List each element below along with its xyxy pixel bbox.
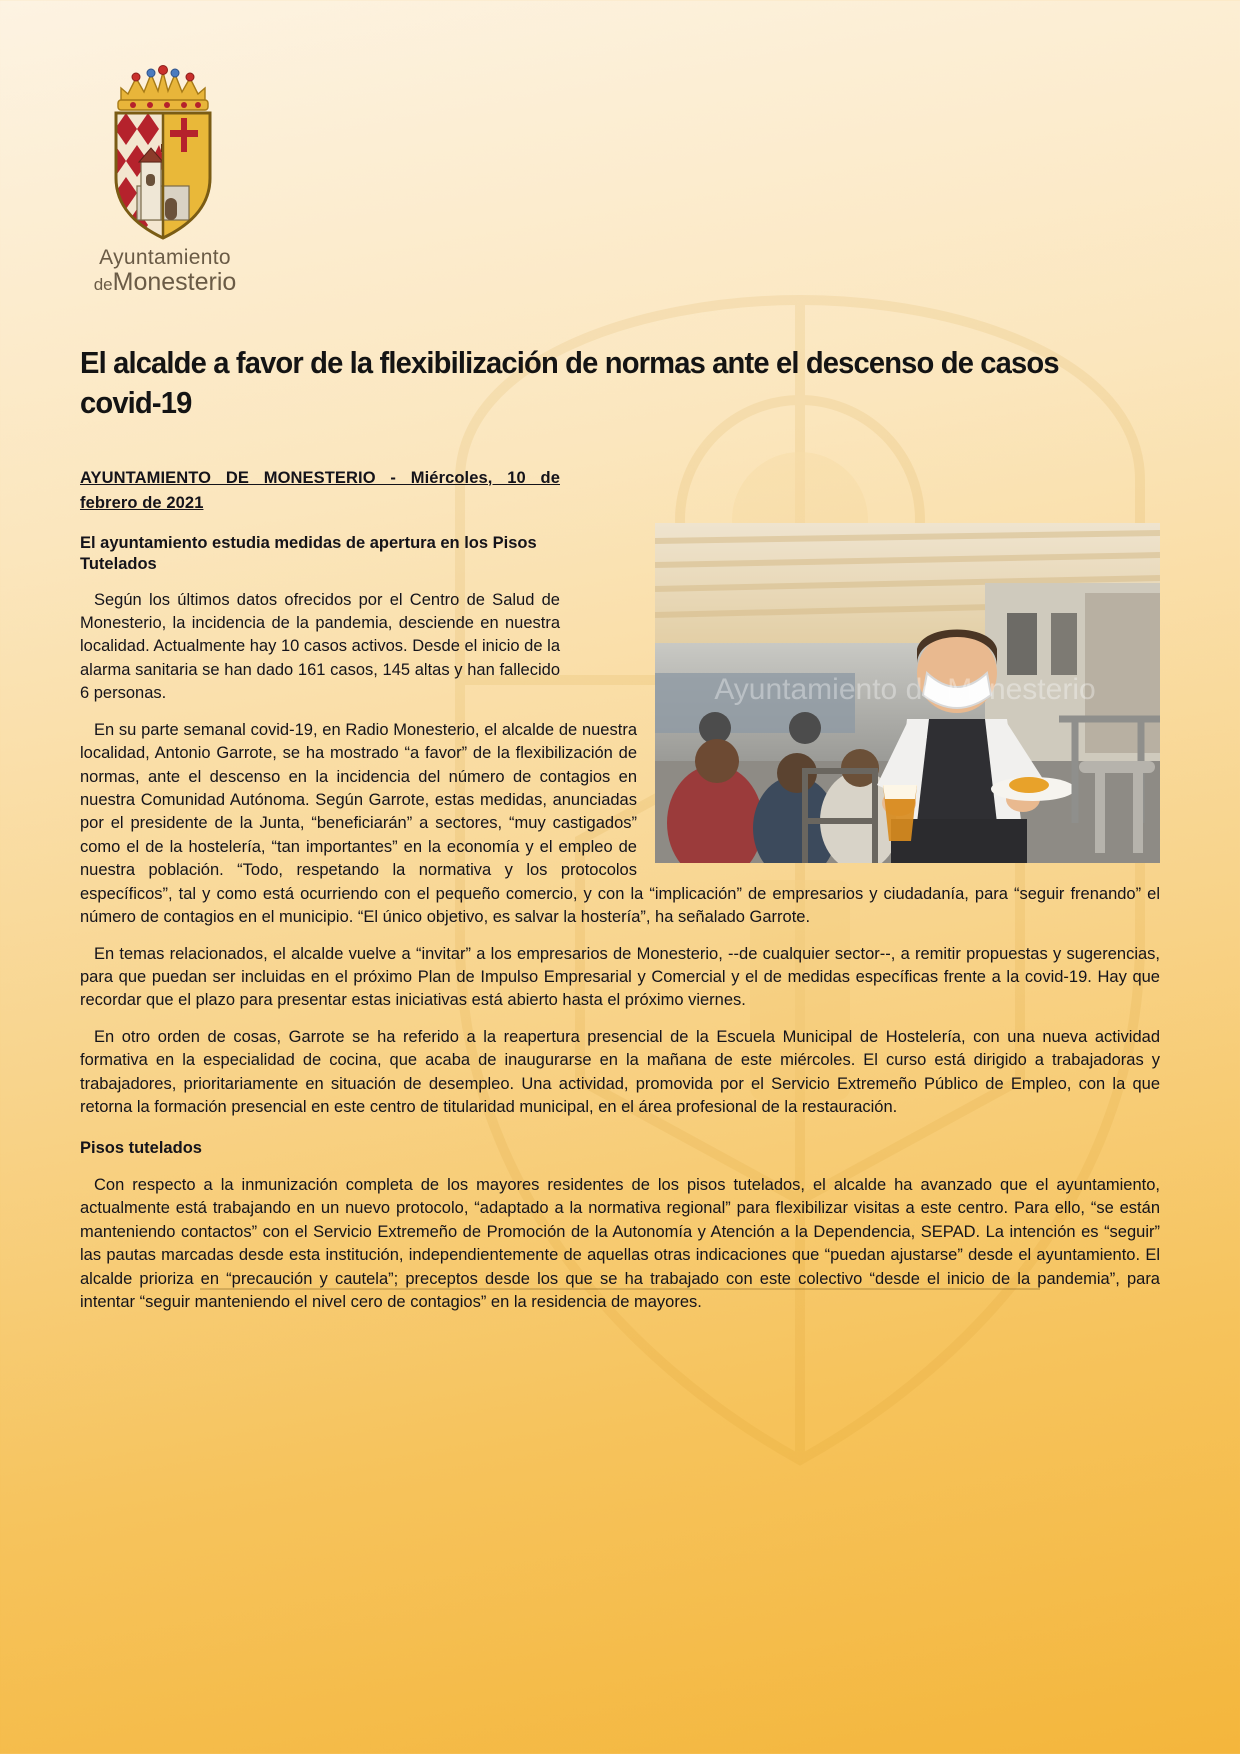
article-closing-paragraph: Con respecto a la inmunización completa de los mayores residentes de los pisos tutelados, el alcalde ha avanzado que el ayuntamiento, actualmente está trabajando en un nuevo protocolo, “adaptado a la normativa regional” para flexibilizar visitas a este centro. Para ello, “se están manteniendo contactos” con el Servicio Extremeño de Promoción de la Autonomía y Atención a la Dependencia, SEPAD. La intención es “seguir” las pautas marcadas desde esta institución, independientemente de aquellas otras indicaciones que “puedan ajustarse” desde el ayuntamiento. El alcalde prioriza en “precaución y cautela”; preceptos desde los que se ha trabajado con este colectivo “desde el inicio de la pandemia”, para intentar “seguir manteniendo el nivel cero de contagios” en la residencia de mayores. xyxy=(80,1175,1160,1311)
article-paragraph-1: Según los últimos datos ofrecidos por el Centro de Salud de Monesterio, la incidencia de la pandemia, desciende en nuestra localidad. Actualmente hay 10 casos activos. Desde el inicio de la alarma sanitaria se han dado 161 casos, 145 altas y han fallecido 6 personas. xyxy=(80,590,560,703)
article-paragraph-4: En otro orden de cosas, Garrote se ha referido a la reapertura presencial de la Escuela Municipal de Hostelería, con una nueva actividad formativa en la especialidad de cocina, que acaba de inaugurarse en la mañana de este miércoles. El curso está dirigido a trabajadoras y trabajadores, prioritariamente en situación de desempleo. Una actividad, promovida por el Servicio Extremeño Público de Empleo, con la que retorna la formación presencial en este centro de titularidad municipal, en el área profesional de la restauración. xyxy=(80,1027,1160,1117)
logo-caption-line1: Ayuntamiento xyxy=(99,246,231,269)
page-title: El alcalde a favor de la flexibilización de normas ante el descenso de casos covid-19 xyxy=(80,345,1059,421)
logo-caption-town: Monesterio xyxy=(112,268,237,296)
article-section-label: Pisos tutelados xyxy=(80,1139,202,1158)
article-body xyxy=(80,466,1160,1315)
article-subhead: El ayuntamiento estudia medidas de apertura en los Pisos Tutelados xyxy=(80,533,537,574)
article-dateline: AYUNTAMIENTO DE MONESTERIO - Miércoles, 10 de febrero de 2021 xyxy=(80,468,560,513)
footer-divider xyxy=(200,1288,1040,1290)
article-paragraph-2: En su parte semanal covid-19, en Radio Monesterio, el alcalde de nuestra localidad, Antonio Garrote, se ha mostrado “a favor” de la flexibilización de normas, ante el descenso en la incidencia del número de contagios en nuestra Comunidad Autónoma. Según Garrote, estas medidas, anunciadas por el presidente de la Junta, “beneficiarán” a sectores, “muy castigados” como el de la hostelería, “tan importantes” en la economía y el empleo de nuestra población. “Todo, respetando la normativa y los protocolos específicos”, tal y como está ocurriendo con el pequeño comercio, y con la “implicación” de empresarios y ciudadanía, para “seguir frenando” el número de contagios en el municipio. “El único objetivo, es salvar la hostería”, ha señalado Garrote. xyxy=(80,720,1160,927)
article-paragraph-3: En temas relacionados, el alcalde vuelve a “invitar” a los empresarios de Monesterio, --de cualquier sector--, a remitir propuestas y sugerencias, para que puedan ser incluidas en el próximo Plan de Impulso Empresarial y Comercial y el de medidas específicas frente a la covid-19. Hay que recordar que el plazo para presentar estas iniciativas está abierto hasta el próximo viernes. xyxy=(80,944,1160,1010)
masthead xyxy=(0,0,1240,295)
article-photo xyxy=(655,523,1160,863)
coat-of-arms-icon xyxy=(88,58,238,243)
logo-caption xyxy=(80,247,250,295)
svg-text:Ayuntamiento de Monesterio: Ayuntamiento de Monesterio xyxy=(714,672,1096,706)
logo-block xyxy=(80,58,250,295)
logo-caption-de: de xyxy=(93,275,113,294)
logo-caption-line2 xyxy=(80,270,250,295)
